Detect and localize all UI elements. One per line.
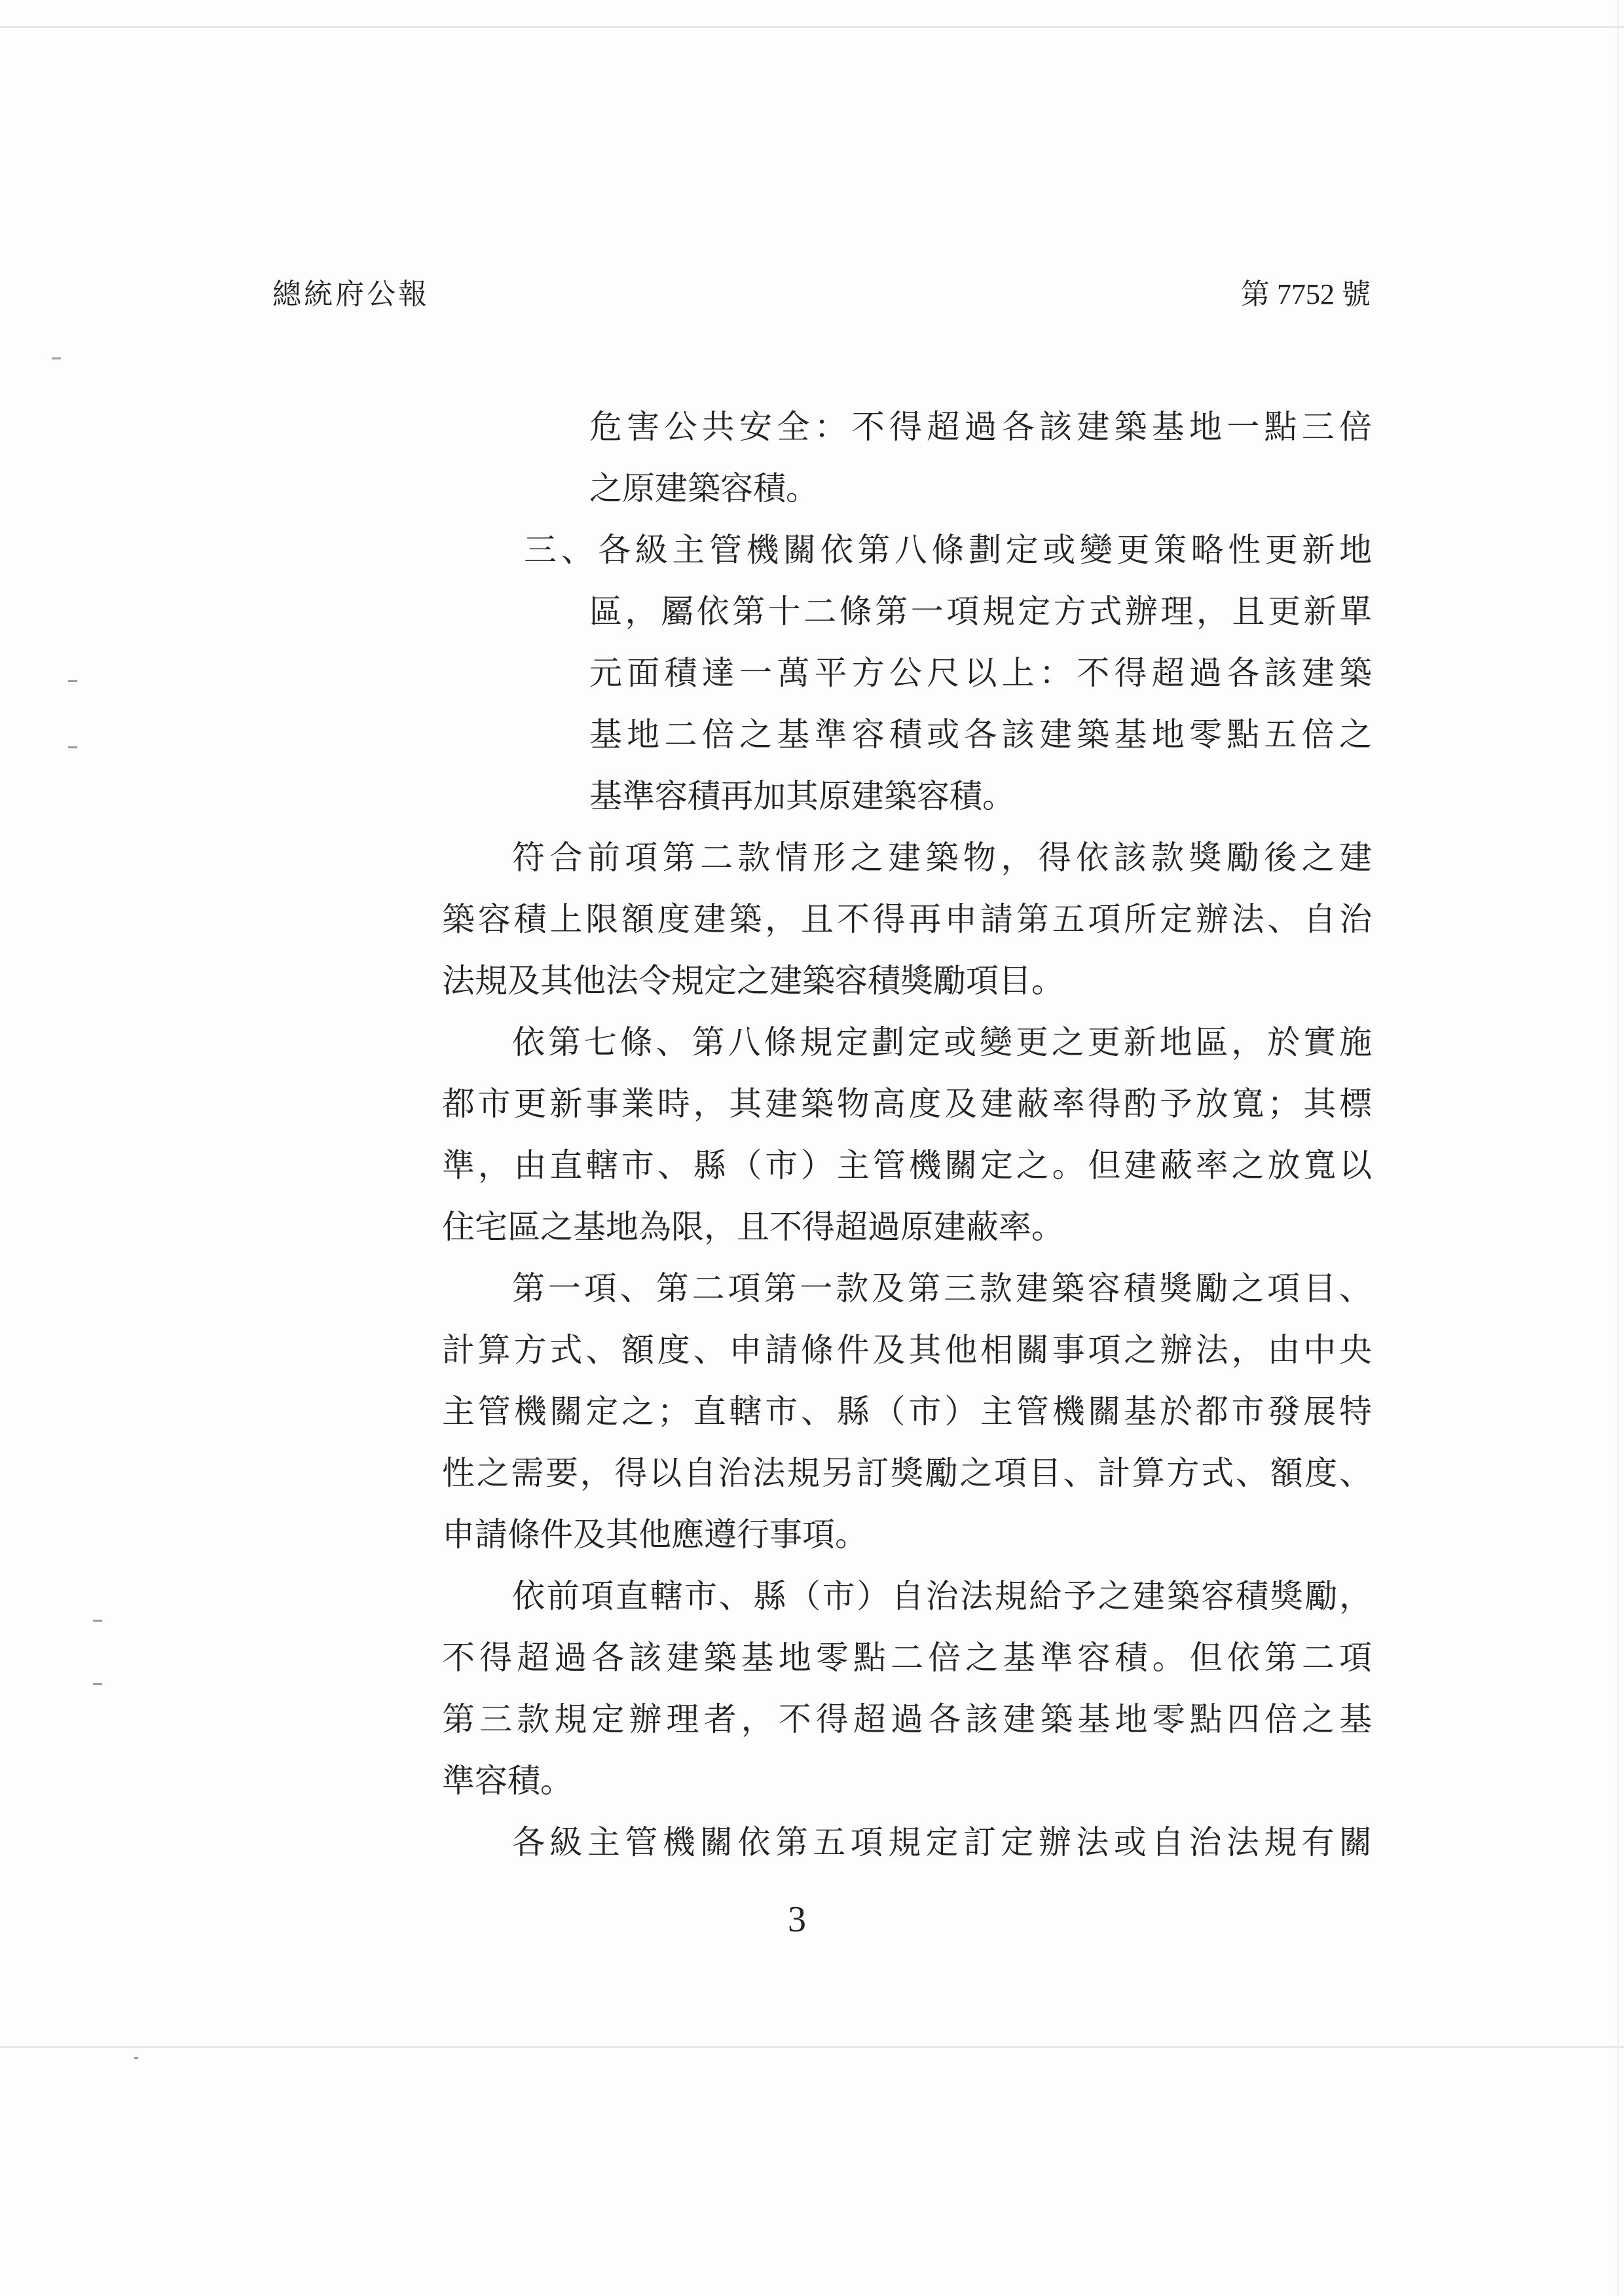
paragraph bbox=[0, 1812, 1624, 1873]
text-line: 各級主管機關依第五項規定訂定辦法或自治法規有關 bbox=[512, 1823, 1372, 1861]
text-line: 危害公共安全：不得超過各該建築基地一點三倍 bbox=[589, 408, 1372, 446]
text-line: 符合前項第二款情形之建築物，得依該款獎勵後之建 bbox=[512, 839, 1372, 877]
text-line: 住宅區之基地為限，且不得超過原建蔽率。 bbox=[442, 1208, 1064, 1246]
text-line: 區，屬依第十二條第一項規定方式辦理，且更新單 bbox=[589, 592, 1372, 630]
scan-edge-line-bottom bbox=[0, 2046, 1624, 2048]
text-line: 第三款規定辦理者，不得超過各該建築基地零點四倍之基 bbox=[442, 1700, 1372, 1738]
text-line: 基準容積再加其原建築容積。 bbox=[589, 777, 1015, 815]
text-line: 基地二倍之基準容積或各該建築基地零點五倍之 bbox=[589, 716, 1372, 754]
document-body bbox=[0, 396, 1624, 1873]
page-number: 3 bbox=[788, 1899, 806, 1940]
publication-title: 總統府公報 bbox=[272, 278, 430, 311]
text-line: 準，由直轄市、縣（市）主管機關定之。但建蔽率之放寬以 bbox=[442, 1146, 1372, 1184]
text-line: 第一項、第二項第一款及第三款建築容積獎勵之項目、 bbox=[512, 1269, 1372, 1307]
paragraph bbox=[0, 827, 1624, 1011]
text-line: 計算方式、額度、申請條件及其他相關事項之辦法，由中央 bbox=[442, 1331, 1372, 1369]
text-line: 性之需要，得以自治法規另訂獎勵之項目、計算方式、額度、 bbox=[442, 1454, 1372, 1492]
text-line: 三、各級主管機關依第八條劃定或變更策略性更新地 bbox=[524, 531, 1372, 569]
scan-mark bbox=[52, 357, 61, 359]
item-continuation bbox=[0, 396, 1624, 519]
text-line: 不得超過各該建築基地零點二倍之基準容積。但依第二項 bbox=[442, 1639, 1372, 1677]
text-line: 依前項直轄市、縣（市）自治法規給予之建築容積獎勵， bbox=[512, 1577, 1372, 1615]
text-line: 依第七條、第八條規定劃定或變更之更新地區，於實施 bbox=[512, 1023, 1372, 1061]
item-three bbox=[0, 519, 1624, 827]
text-line: 主管機關定之；直轄市、縣（市）主管機關基於都市發展特 bbox=[442, 1393, 1372, 1430]
scan-edge-line-top bbox=[0, 26, 1624, 28]
text-line: 都市更新事業時，其建築物高度及建蔽率得酌予放寬；其標 bbox=[442, 1085, 1372, 1123]
text-line: 法規及其他法令規定之建築容積獎勵項目。 bbox=[442, 962, 1064, 1000]
paragraph bbox=[0, 1011, 1624, 1258]
issue-number: 第 7752 號 bbox=[1241, 278, 1371, 310]
text-line: 築容積上限額度建築，且不得再申請第五項所定辦法、自治 bbox=[442, 900, 1372, 938]
text-line: 申請條件及其他應遵行事項。 bbox=[442, 1516, 868, 1554]
text-line: 之原建築容積。 bbox=[589, 469, 819, 507]
scan-mark bbox=[134, 2057, 138, 2059]
text-line: 元面積達一萬平方公尺以上：不得超過各該建築 bbox=[589, 654, 1372, 692]
paragraph bbox=[0, 1565, 1624, 1812]
text-line: 準容積。 bbox=[442, 1762, 573, 1800]
paragraph bbox=[0, 1258, 1624, 1565]
